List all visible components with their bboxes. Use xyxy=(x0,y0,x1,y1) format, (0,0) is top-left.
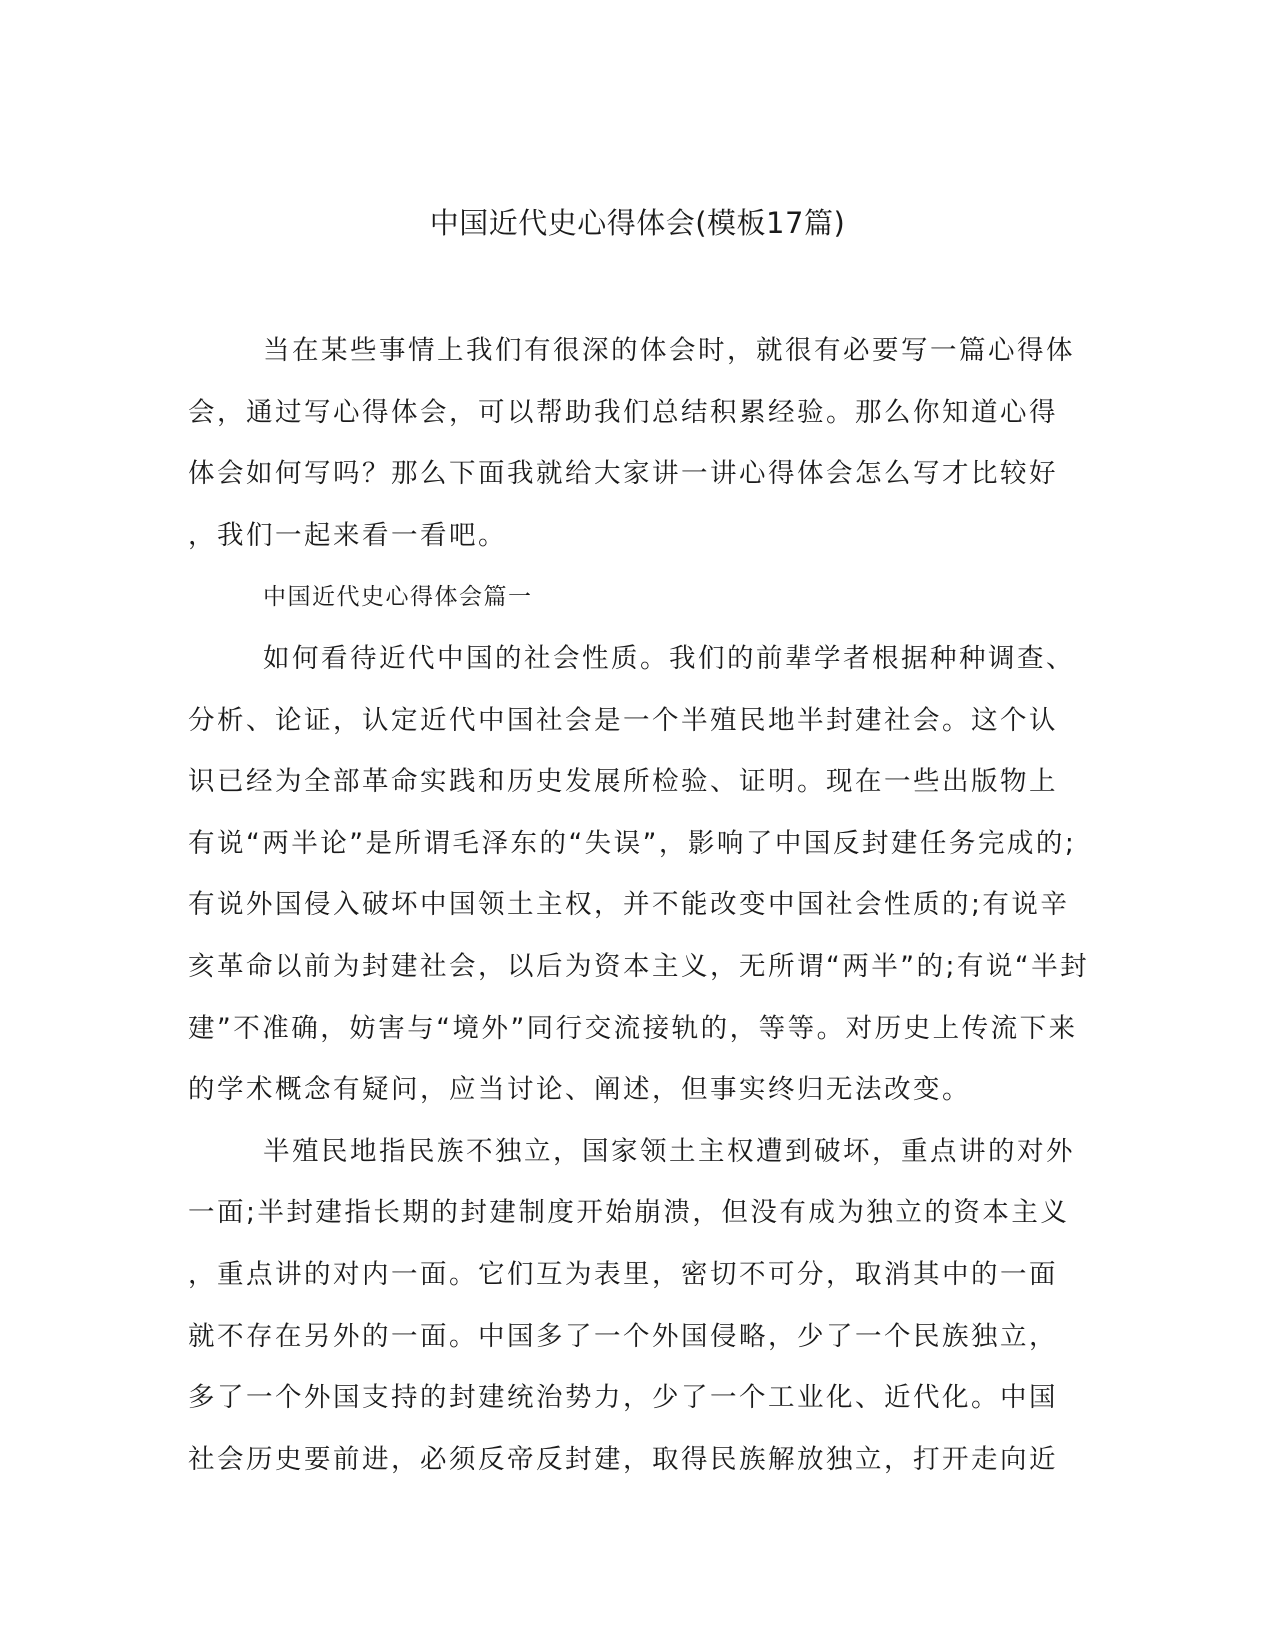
paragraph-line: ，重点讲的对内一面。它们互为表里，密切不可分，取消其中的一面 xyxy=(188,1258,1058,1290)
paragraph-line: 多了一个外国支持的封建统治势力，少了一个工业化、近代化。中国 xyxy=(188,1382,1058,1414)
paragraph-line: 社会历史要前进，必须反帝反封建，取得民族解放独立，打开走向近 xyxy=(188,1443,1058,1475)
paragraph-line: 识已经为全部革命实践和历史发展所检验、证明。现在一些出版物上 xyxy=(188,766,1058,798)
paragraph-line: 就不存在另外的一面。中国多了一个外国侵略，少了一个民族独立， xyxy=(188,1320,1058,1352)
paragraph-line: 有说外国侵入破坏中国领土主权，并不能改变中国社会性质的;有说辛 xyxy=(188,889,1070,921)
document-body xyxy=(188,330,1090,1500)
paragraph-line: 的学术概念有疑问，应当讨论、阐述，但事实终归无法改变。 xyxy=(188,1074,971,1106)
paragraph-line: 会，通过写心得体会，可以帮助我们总结积累经验。那么你知道心得 xyxy=(188,396,1058,428)
paragraph-line: 半殖民地指民族不独立，国家领土主权遭到破坏，重点讲的对外 xyxy=(263,1135,1075,1167)
paragraph-line: 体会如何写吗？那么下面我就给大家讲一讲心得体会怎么写才比较好 xyxy=(188,458,1058,490)
paragraph-line: 如何看待近代中国的社会性质。我们的前辈学者根据种种调查、 xyxy=(263,642,1075,674)
paragraph-line: ，我们一起来看一看吧。 xyxy=(188,519,507,551)
paragraph-line: 建”不准确，妨害与“境外”同行交流接轨的，等等。对历史上传流下来 xyxy=(188,1012,1078,1044)
paragraph-line: 亥革命以前为封建社会，以后为资本主义，无所谓“两半”的;有说“半封 xyxy=(188,950,1090,982)
paragraph-line: 有说“两半论”是所谓毛泽东的“失误”，影响了中国反封建任务完成的; xyxy=(188,827,1077,859)
paragraph-line: 当在某些事情上我们有很深的体会时，就很有必要写一篇心得体 xyxy=(263,335,1075,366)
paragraph-line: 一面;半封建指长期的封建制度开始崩溃，但没有成为独立的资本主义 xyxy=(188,1197,1070,1229)
document-title: 中国近代史心得体会(模板17篇) xyxy=(429,206,846,240)
section-heading: 中国近代史心得体会篇一 xyxy=(263,584,533,611)
paragraph-line: 分析、论证，认定近代中国社会是一个半殖民地半封建社会。这个认 xyxy=(188,704,1058,736)
